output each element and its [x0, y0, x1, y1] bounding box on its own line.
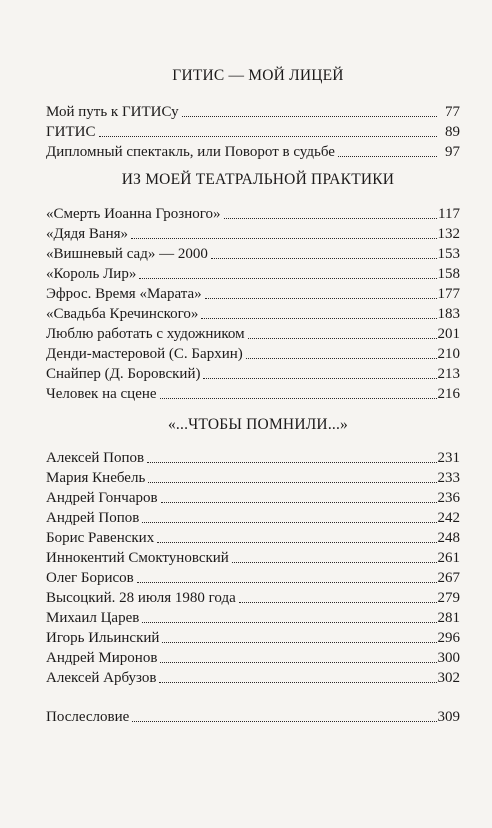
dot-leader [131, 238, 436, 239]
dot-leader [182, 116, 437, 117]
toc-entry [46, 284, 460, 304]
section-list-afterword [46, 707, 460, 727]
dot-leader [99, 136, 437, 137]
entry-page: 210 [437, 346, 460, 362]
dot-leader [160, 662, 436, 663]
entry-page: 296 [437, 630, 460, 646]
entry-title: Михаил Царев [46, 610, 140, 626]
dot-leader [161, 502, 437, 503]
dot-leader [162, 642, 436, 643]
toc-entry [46, 224, 460, 244]
dot-leader [203, 378, 436, 379]
entry-page: 236 [437, 490, 460, 506]
toc-entry [46, 508, 460, 528]
section-list-memory [46, 448, 460, 688]
toc-entry [46, 102, 460, 122]
dot-leader [137, 582, 437, 583]
entry-title: Эфрос. Время «Марата» [46, 286, 202, 302]
toc-entry [46, 324, 460, 344]
toc-entry [46, 548, 460, 568]
dot-leader [201, 318, 436, 319]
entry-page: 97 [445, 144, 460, 160]
toc-entry [46, 344, 460, 364]
entry-title: «Смерть Иоанна Грозного» [46, 206, 221, 222]
toc-entry [46, 468, 460, 488]
dot-leader [148, 482, 436, 483]
entry-title: Андрей Гончаров [46, 490, 158, 506]
entry-title: Люблю работать с художником [46, 326, 245, 342]
toc-entry [46, 448, 460, 468]
entry-page: 302 [437, 670, 460, 686]
section-title-practice: ИЗ МОЕЙ ТЕАТРАЛЬНОЙ ПРАКТИКИ [121, 171, 395, 188]
dot-leader [205, 298, 437, 299]
dot-leader [248, 338, 437, 339]
toc-entry [46, 608, 460, 628]
dot-leader [142, 622, 436, 623]
entry-page: 231 [437, 450, 460, 466]
dot-leader [246, 358, 437, 359]
toc-entry [46, 588, 460, 608]
toc-entry [46, 488, 460, 508]
toc-entry [46, 568, 460, 588]
dot-leader [139, 278, 436, 279]
dot-leader [211, 258, 437, 259]
toc-entry [46, 668, 460, 688]
toc-entry [46, 264, 460, 284]
entry-page: 309 [437, 709, 460, 725]
dot-leader [147, 462, 436, 463]
dot-leader [232, 562, 437, 563]
entry-title: Мария Кнебель [46, 470, 146, 486]
entry-title: Снайпер (Д. Боровский) [46, 366, 201, 382]
entry-page: 132 [437, 226, 460, 242]
dot-leader [142, 522, 436, 523]
entry-page: 216 [437, 386, 460, 402]
entry-page: 117 [438, 206, 460, 222]
entry-title: Иннокентий Смоктуновский [46, 550, 229, 566]
entry-page: 233 [437, 470, 460, 486]
entry-title: Алексей Попов [46, 450, 145, 466]
entry-title: Игорь Ильинский [46, 630, 160, 646]
toc-entry [46, 648, 460, 668]
entry-page: 248 [437, 530, 460, 546]
dot-leader [338, 156, 437, 157]
section-list-practice [46, 204, 460, 404]
entry-page: 213 [437, 366, 460, 382]
entry-title: Мой путь к ГИТИСу [46, 104, 179, 120]
entry-page: 77 [445, 104, 460, 120]
dot-leader [132, 721, 436, 722]
entry-page: 242 [437, 510, 460, 526]
toc-entry [46, 244, 460, 264]
entry-page: 153 [437, 246, 460, 262]
dot-leader [224, 218, 437, 219]
toc-entry [46, 204, 460, 224]
toc-entry [46, 707, 460, 727]
dot-leader [159, 682, 436, 683]
section-title-gitis: ГИТИС — МОЙ ЛИЦЕЙ [172, 67, 344, 84]
toc-entry [46, 142, 460, 162]
dot-leader [239, 602, 437, 603]
dot-leader [157, 542, 436, 543]
entry-title: Человек на сцене [46, 386, 157, 402]
section-list-gitis [46, 102, 460, 162]
entry-title: Послесловие [46, 709, 130, 725]
entry-page: 158 [437, 266, 460, 282]
entry-page: 279 [437, 590, 460, 606]
entry-title: Алексей Арбузов [46, 670, 157, 686]
entry-title: «Король Лир» [46, 266, 137, 282]
section-title-memory: «...ЧТОБЫ ПОМНИЛИ...» [167, 416, 349, 433]
entry-page: 300 [437, 650, 460, 666]
toc-entry [46, 384, 460, 404]
entry-title: «Свадьба Кречинского» [46, 306, 199, 322]
entry-page: 281 [437, 610, 460, 626]
entry-title: Олег Борисов [46, 570, 134, 586]
entry-page: 261 [437, 550, 460, 566]
dot-leader [160, 398, 437, 399]
entry-title: Денди-мастеровой (С. Бархин) [46, 346, 243, 362]
toc-entry [46, 528, 460, 548]
entry-page: 89 [445, 124, 460, 140]
entry-title: Андрей Миронов [46, 650, 158, 666]
toc-entry [46, 364, 460, 384]
entry-title: Борис Равенских [46, 530, 155, 546]
entry-title: «Вишневый сад» — 2000 [46, 246, 208, 262]
entry-title: Андрей Попов [46, 510, 140, 526]
entry-page: 201 [437, 326, 460, 342]
entry-page: 183 [437, 306, 460, 322]
toc-entry [46, 628, 460, 648]
entry-title: Дипломный спектакль, или Поворот в судьбе [46, 144, 335, 160]
toc-entry [46, 304, 460, 324]
toc-entry [46, 122, 460, 142]
entry-page: 177 [437, 286, 460, 302]
entry-page: 267 [437, 570, 460, 586]
entry-title: ГИТИС [46, 124, 96, 140]
entry-title: Высоцкий. 28 июля 1980 года [46, 590, 236, 606]
entry-title: «Дядя Ваня» [46, 226, 129, 242]
